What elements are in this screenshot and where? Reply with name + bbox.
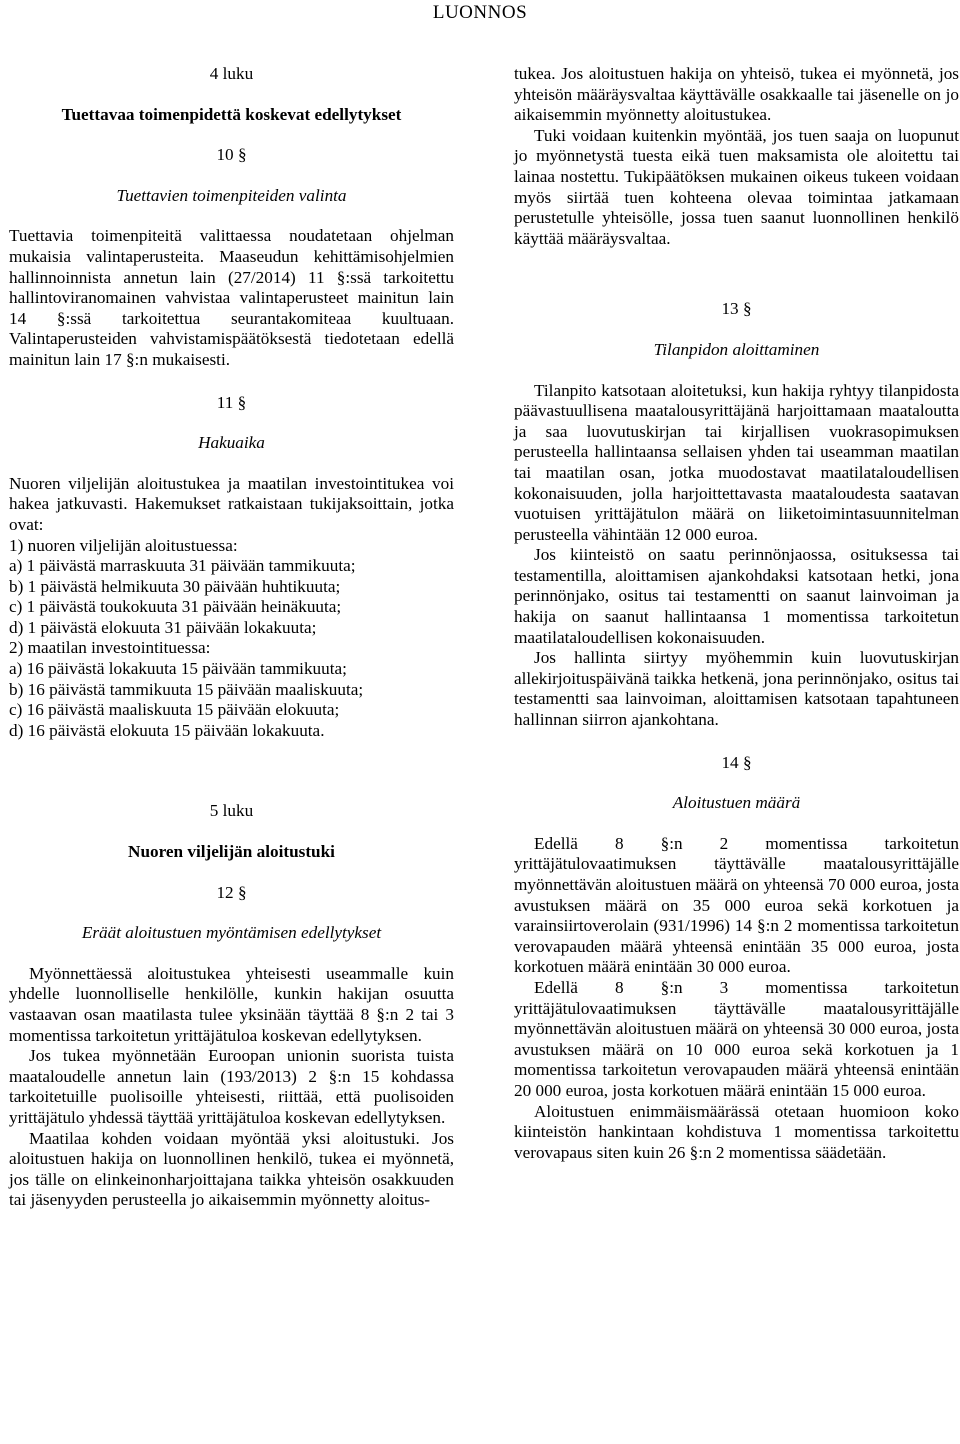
list-item: c) 16 päivästä maaliskuuta 15 päivään elokuuta; — [9, 700, 340, 720]
list-item: 1) nuoren viljelijän aloitustuessa: — [9, 535, 238, 555]
section-14-paragraph-2: Edellä 8 §:n 3 momentissa tarkoitetun yrittäjätulovaatimuksen täyttävälle maatalousyrittäjälle myönnettävän aloitustuen määrä on yhteensä 30 000 euroa, josta avustuksen määrä on 10 000 euroa sekä korkotuen ja 1 momentissa tarkoitetun verovapauden määrä yhteensä enintään 20 000 euroa, josta korkotuen määrä enintään 15 000 euroa. — [514, 977, 959, 1100]
list-item: c) 1 päivästä toukokuuta 31 päivään heinäkuuta; — [9, 597, 342, 617]
section-13-number: 13 § — [721, 299, 752, 319]
section-12-paragraph-3: Maatilaa kohden voidaan myöntää yksi aloitustuki. Jos aloitustuen hakija on luonnollinen henkilö, tukea ei myönnetä, jos tälle on elinkeinonharjoittajana taikka yhteisön osakkuuden tai jäsenyyden perusteella jo aikaisemmin myönnetty aloitus- — [9, 1128, 454, 1210]
section-13-paragraph-2: Jos kiinteistö on saatu perinnönjaossa, osituksessa tai testamentilla, aloittamisen ajankohdaksi katsotaan hetki, jona perinnönjako, ositus tai testamentti on saanut lainvoiman ja hakija on saanut hallintaansa 1 momentissa tarkoitetun maatilataloudellisen kokonaisuuden. — [514, 545, 959, 647]
section-12-continuation-1: tukea. Jos aloitustuen hakija on yhteisö, tukea ei myönnetä, jos yhteisön määräysvaltaa käyttävälle osakkaalle tai jäsenelle on jo aikaisemmin myönnetty aloitustukea. — [514, 64, 959, 125]
section-11-number: 11 § — [216, 392, 247, 412]
section-10-text: Tuettavia toimenpiteitä valittaessa noudatetaan ohjelman mukaisia valintaperusteita. Maaseudun kehittämisohjelmien hallinnoinnista annetun lain (27/2014) 11 §:ssä tarkoitettu hallintoviranomainen vahvistaa valintaperusteet mainitun lain 14 §:ssä tarkoitettua seurantakomiteaa kuultuaan. Valintaperusteiden vahvistamispäätöksestä tiedotetaan edellä mainitun lain 17 §:n mukaisesti. — [9, 226, 454, 369]
list-item: a) 1 päivästä marraskuuta 31 päivään tammikuuta; — [9, 556, 356, 576]
list-item: b) 1 päivästä helmikuuta 30 päivään huhtikuuta; — [9, 576, 341, 596]
section-11-text: Nuoren viljelijän aloitustukea ja maatilan investointitukea voi hakea jatkuvasti. Hakemukset ratkaistaan tukijaksoittain, jotka ovat: — [9, 473, 454, 534]
list-item: d) 16 päivästä elokuuta 15 päivään lokakuuta. — [9, 720, 325, 740]
chapter-4-title: Tuettavaa toimenpidettä koskevat edellytykset — [61, 104, 402, 124]
section-12-continuation-2: Tuki voidaan kuitenkin myöntää, jos tuen saaja on luopunut jo myönnetystä tuesta eikä tuen maksamista ole aloitettu tai lainaa nostettu. Tukipäätöksen mukainen oikeus tukeen voidaan myös siirtää tuen kohteena olevaa toimintaa jatkamaan perustetulle yhteisölle, jossa tuen saanut luonnollinen henkilö käyttää määräysvaltaa. — [514, 125, 959, 248]
section-12-paragraph-2: Jos tukea myönnetään Euroopan unionin suorista tuista maataloudelle annetun lain (193/2013) 2 §:n 15 kohdassa tarkoitetuille puolisoille yhteisesti, riittää, että puolisoiden yrittäjätulo yhdessä täyttää yrittäjätuloa koskevan edellytyksen. — [9, 1046, 454, 1127]
section-13-paragraph-1: Tilanpito katsotaan aloitetuksi, kun hakija ryhtyy tilanpidosta päävastuullisena maatalousyrittäjänä harjoittamaan maataloutta ja saa luovutuskirjan tai kirjallisen vuokrasopimuksen perusteella hallintaansa sellaisen yhden tai useamman maatilan tai maatilan osan, jotka muodostavat maatilataloudellisen kokonaisuuden, jolla harjoittettavasta maataloudesta saatavan vuotuisen yrittäjätulon määrä on liiketoimintasuunnitelman perusteella vähintään 12 000 euroa. — [514, 380, 959, 544]
section-11-title: Hakuaika — [198, 433, 265, 453]
section-12-title: Eräät aloitustuen myöntämisen edellytykset — [81, 923, 382, 943]
right-column — [514, 64, 959, 1163]
section-10-number: 10 § — [216, 145, 247, 165]
section-14-title: Aloitustuen määrä — [672, 793, 801, 813]
section-14-paragraph-1: Edellä 8 §:n 2 momentissa tarkoitetun yrittäjätulovaatimuksen täyttävälle maatalousyrittäjälle myönnettävän aloitustuen määrä on yhteensä 70 000 euroa, josta avustuksen määrä on 35 000 euroa sekä korkotuen ja varainsiirtoverolain (931/1996) 14 §:n 2 momentissa tarkoitetun verovapauden määrä yhteensä enintään 35 000 euroa, josta korkotuen määrä enintään 30 000 euroa. — [514, 833, 959, 977]
draft-label: LUONNOS — [432, 2, 528, 23]
section-14-paragraph-3: Aloitustuen enimmäismäärässä otetaan huomioon koko kiinteistön hankintaan kohdistuva 1 momentissa tarkoitettu verovapaus siten kuin 26 §:n 2 momentissa säädetään. — [514, 1101, 959, 1162]
section-10-title: Tuettavien toimenpiteiden valinta — [116, 185, 347, 205]
chapter-5-title: Nuoren viljelijän aloitustuki — [128, 842, 335, 862]
chapter-5-number: 5 luku — [209, 801, 254, 821]
section-12-paragraph-1: Myönnettäessä aloitustukea yhteisesti useammalle kuin yhdelle luonnolliselle henkilölle, kunkin hakijan osuutta vastaavan osan maatilasta tulee yksinään täyttää 8 §:n 2 tai 3 momentissa tarkoitetun yrittäjätuloa koskevan edellytyksen. — [9, 963, 454, 1045]
section-12-number: 12 § — [216, 882, 247, 902]
chapter-4-number: 4 luku — [209, 64, 254, 83]
application-period-list — [9, 536, 454, 742]
list-item: 2) maatilan investointituessa: — [9, 638, 211, 658]
section-13-paragraph-3: Jos hallinta siirtyy myöhemmin kuin luovutuskirjan allekirjoituspäivänä taikka hetkenä, jona perinnönjako, ositus tai testamentti saa lainvoiman, aloittamisen katsotaan tapahtuneen hallinnan siirron ajankohtana. — [514, 648, 959, 730]
list-item: d) 1 päivästä elokuuta 31 päivään lokakuuta; — [9, 617, 317, 637]
list-item: a) 16 päivästä lokakuuta 15 päivään tammikuuta; — [9, 659, 347, 679]
section-13-title: Tilanpidon aloittaminen — [653, 339, 820, 359]
section-14-number: 14 § — [721, 752, 752, 772]
list-item: b) 16 päivästä tammikuuta 15 päivään maaliskuuta; — [9, 679, 364, 699]
left-column — [9, 64, 454, 1211]
